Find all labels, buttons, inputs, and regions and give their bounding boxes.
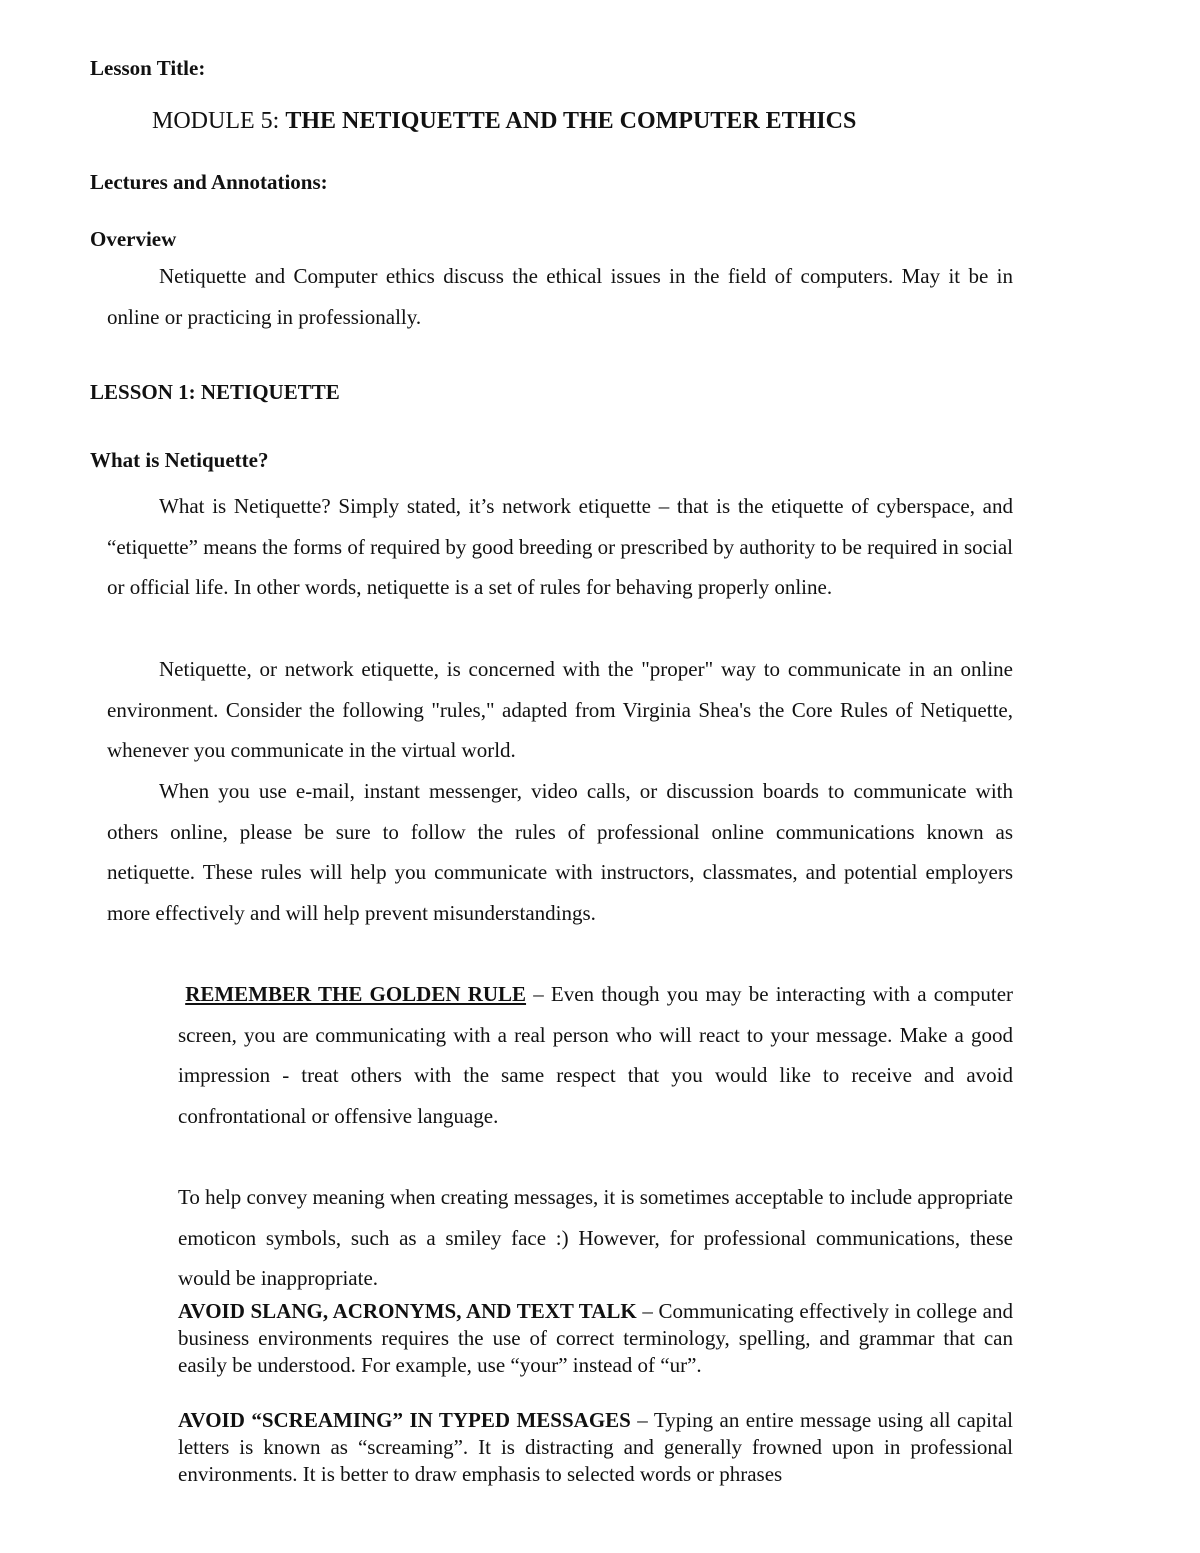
module-title-text: THE NETIQUETTE AND THE COMPUTER ETHICS xyxy=(285,108,857,134)
rule-heading: AVOID SLANG, ACRONYMS, AND TEXT TALK xyxy=(178,1299,637,1323)
rule-text: – Typing an entire message using all capital letters is known as “screaming”. It is distracting and generally frowned upon in professional environments. It is better to draw emphasis to selected words or phrases xyxy=(178,1408,1013,1486)
paragraph-text: When you use e-mail, instant messenger, video calls, or discussion boards to communicate with others online, please be sure to follow the rules of professional online communications known as netiquette. These rules will help you communicate with instructors, classmates, and potential employers more effectively and will help prevent misunderstandings. xyxy=(107,779,1013,925)
overview-paragraph xyxy=(107,256,1013,338)
body-paragraph xyxy=(107,771,1013,933)
section-subheading: What is Netiquette? xyxy=(90,448,269,472)
paragraph-text: Netiquette, or network etiquette, is concerned with the "proper" way to communicate in an online environment. Consider the following "rules," adapted from Virginia Shea's the Core Rules of Netiquette, whenever you communicate in the virtual world. xyxy=(107,657,1013,763)
rule-golden xyxy=(178,974,1013,1136)
rule-text: – Communicating effectively in college and business environments requires the use of correct terminology, spelling, and grammar that can easily be understood. For example, use “your” instead of “ur”. xyxy=(178,1299,1013,1377)
body-paragraph xyxy=(107,649,1013,771)
lectures-label: Lectures and Annotations: xyxy=(90,170,328,194)
module-title xyxy=(152,108,856,135)
overview-text: Netiquette and Computer ethics discuss the ethical issues in the field of computers. May it be in online or practicing in professionally. xyxy=(107,264,1013,329)
lesson-heading: LESSON 1: NETIQUETTE xyxy=(90,380,340,404)
body-paragraph xyxy=(107,486,1013,608)
module-prefix: MODULE 5: xyxy=(152,108,286,134)
rule-heading: AVOID “SCREAMING” IN TYPED MESSAGES xyxy=(178,1408,631,1432)
rule-screaming xyxy=(178,1407,1013,1488)
lesson-title-label: Lesson Title: xyxy=(90,56,206,80)
rule-text: – Even though you may be interacting with a computer screen, you are communicating with a real person who will react to your message. Make a good impression - treat others with the same respect that you would like to receive and avoid confrontational or offensive language. xyxy=(178,982,1014,1128)
overview-heading: Overview xyxy=(90,227,177,251)
emoticon-paragraph: To help convey meaning when creating messages, it is sometimes acceptable to include appropriate emoticon symbols, such as a smiley face :) However, for professional communications, these would be inappropriate. xyxy=(178,1185,1013,1291)
paragraph-text: What is Netiquette? Simply stated, it’s network etiquette – that is the etiquette of cyberspace, and “etiquette” means the forms of required by good breeding or prescribed by authority to be required in social or official life. In other words, netiquette is a set of rules for behaving properly online. xyxy=(107,494,1013,600)
rule-heading: REMEMBER THE GOLDEN RULE xyxy=(185,982,527,1006)
rule-slang xyxy=(178,1298,1013,1379)
